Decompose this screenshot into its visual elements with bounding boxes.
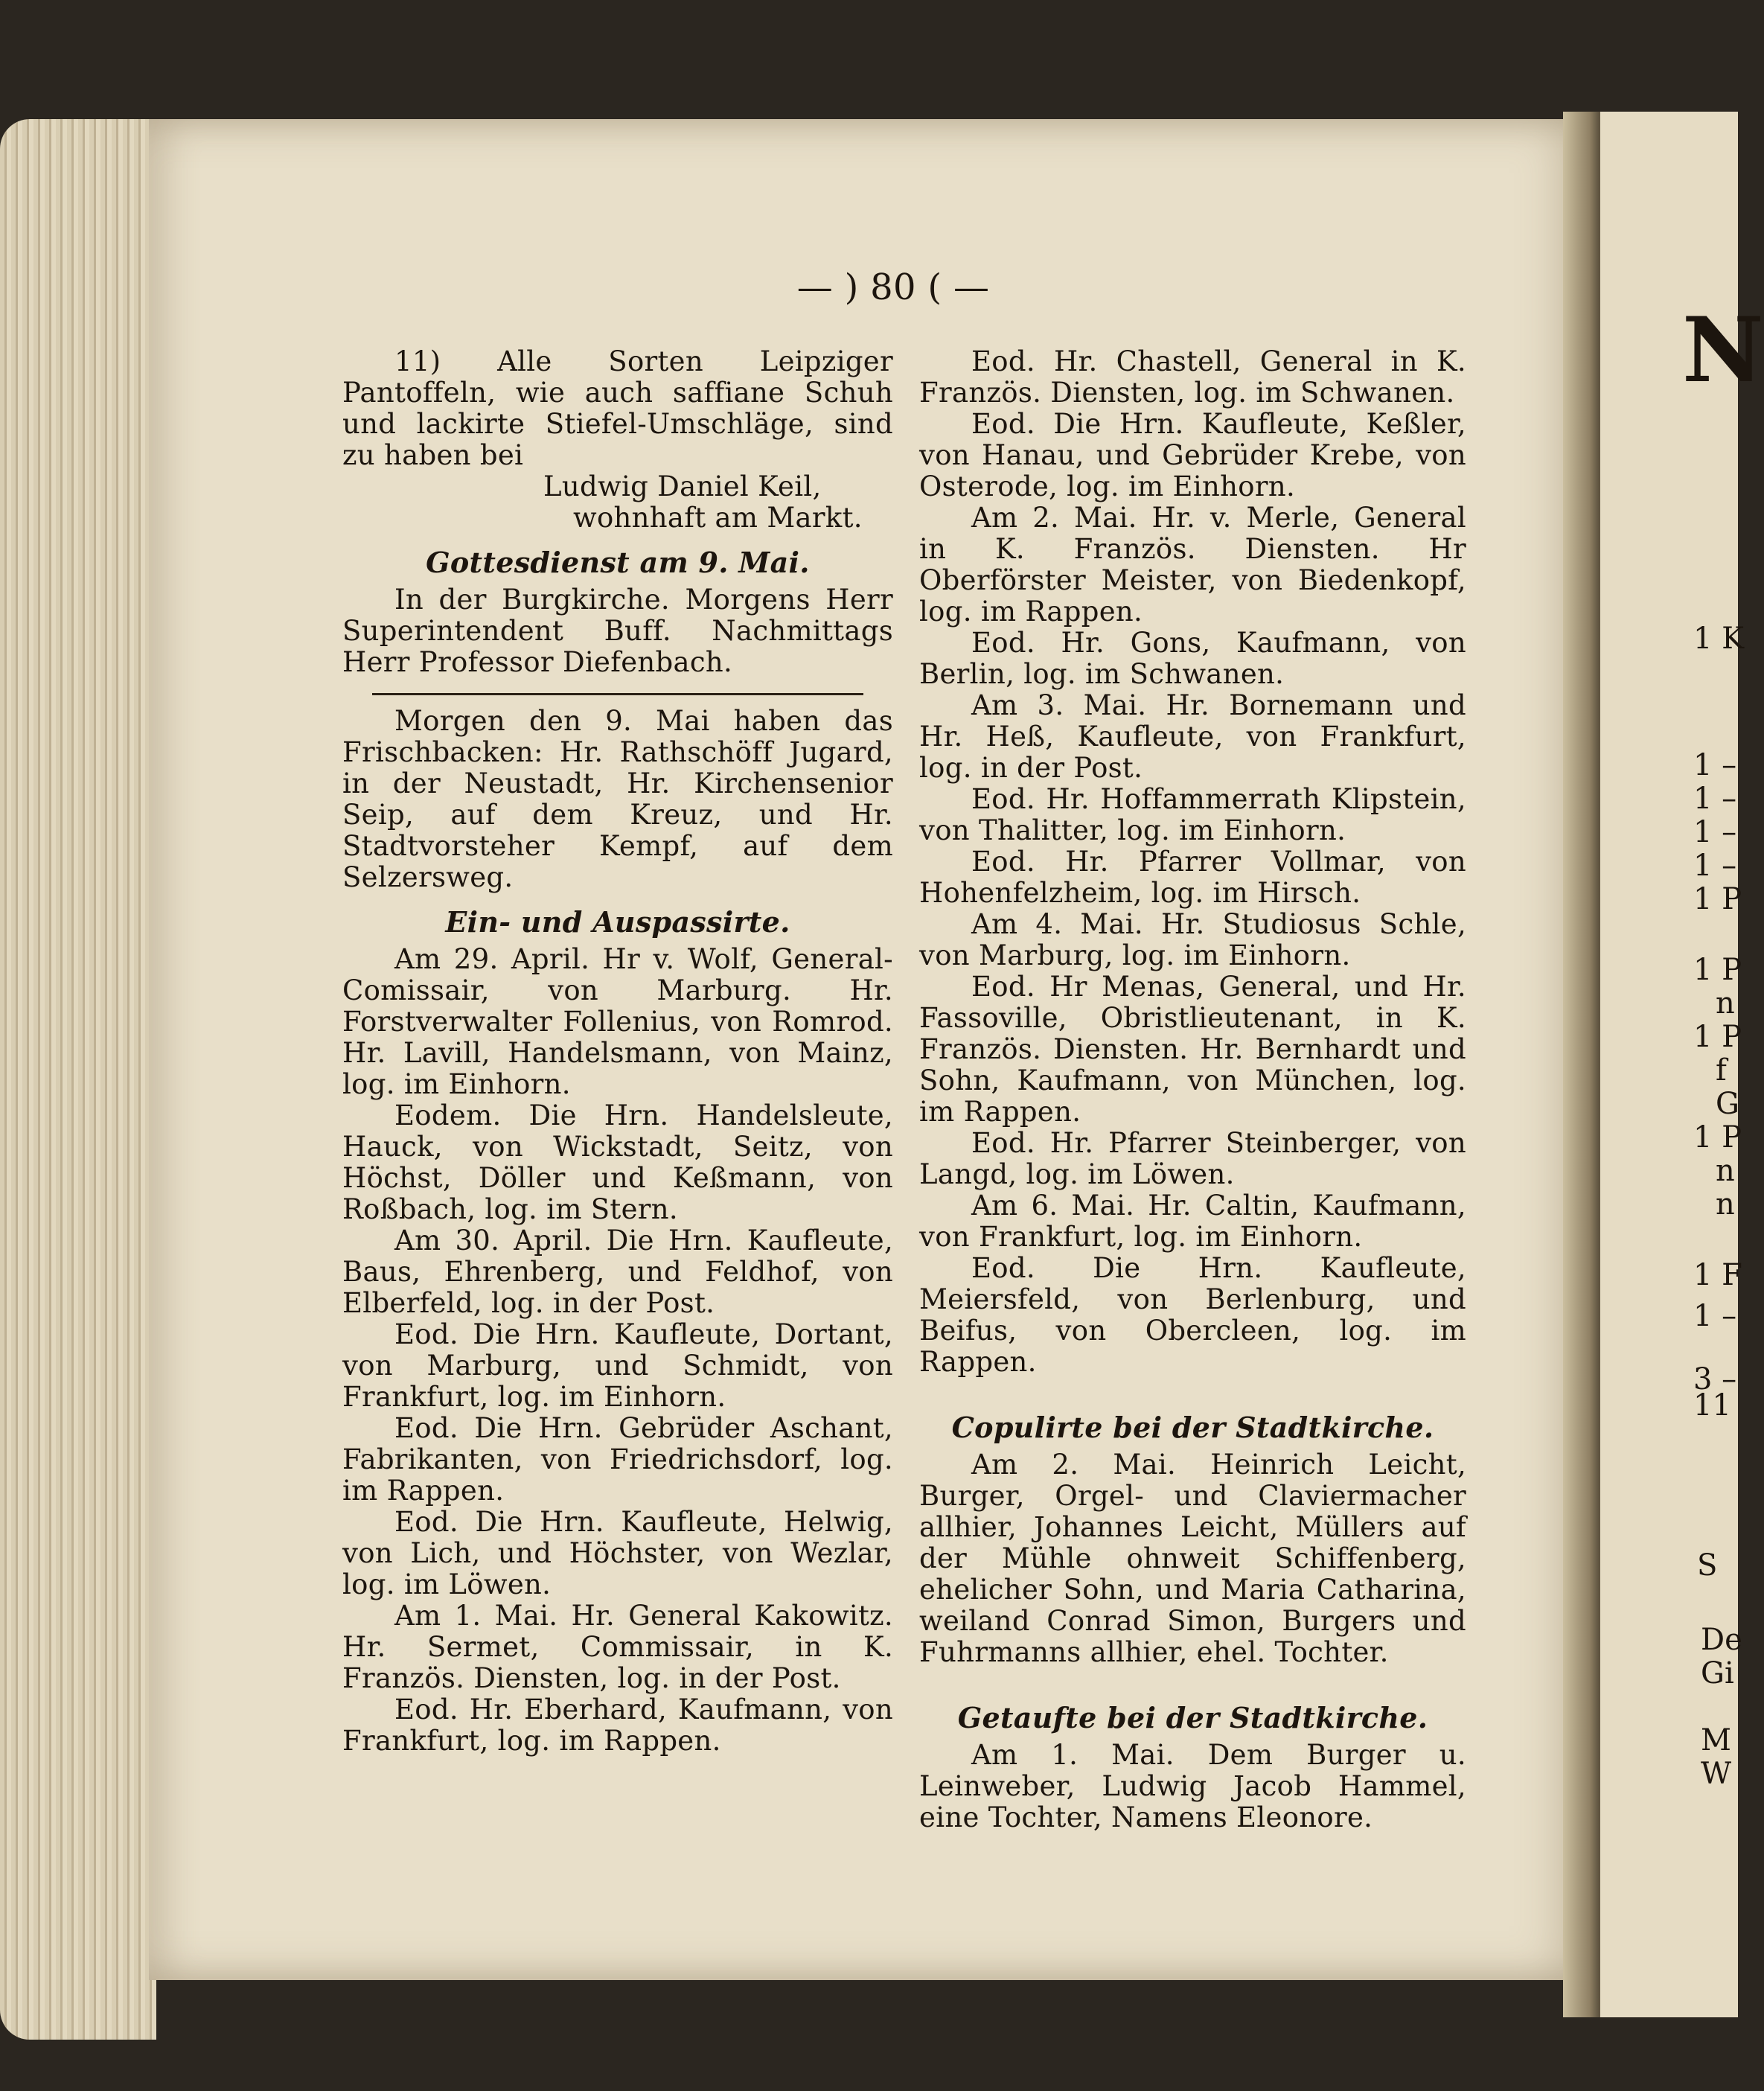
notice-text: 11) Alle Sorten Leipziger Pantoffeln, wie auch saffiane Schuh und lackirte Stiefel-Umschläge, sind zu haben bei [342,345,893,471]
traveller-entry: Am 6. Mai. Hr. Caltin, Kaufmann, von Frankfurt, log. im Einhorn. [919,1190,1466,1253]
next-page-fragment: 1 – [1693,849,1737,883]
traveller-entry: Eod. Hr. Chastell, General in K. Französ. Diensten, log. im Schwanen. [919,345,1466,409]
next-page-fragment: 11 [1693,1388,1731,1423]
next-page-fragment: 1 – [1693,1299,1737,1333]
traveller-entry: Am 2. Mai. Hr. v. Merle, General in K. Französ. Diensten. Hr Oberförster Meister, von Biedenkopf, log. im Rappen. [919,502,1466,628]
traveller-entry: Eod. Die Hrn. Kaufleute, Keßler, von Hanau, und Gebrüder Krebe, von Osterode, log. im Einhorn. [919,408,1466,502]
baptized-text: Am 1. Mai. Dem Burger u. Leinweber, Ludwig Jacob Hammel, eine Tochter, Namens Eleonore. [919,1739,1466,1833]
next-page-fragment: n [1716,1187,1735,1222]
traveller-entry: Am 30. April. Die Hrn. Kaufleute, Baus, Ehrenberg, und Feldhof, von Elberfeld, log. in der Post. [342,1225,893,1319]
traveller-entry: Eod. Hr. Hoffammerrath Klipstein, von Thalitter, log. im Einhorn. [919,783,1466,846]
traveller-entry: Eod. Die Hrn. Kaufleute, Helwig, von Lich, und Höchster, von Wezlar, log. im Löwen. [342,1506,893,1600]
service-heading: Gottesdienst am 9. Mai. [426,546,810,579]
service-text: In der Burgkirche. Morgens Herr Superintendent Buff. Nachmittags Herr Professor Diefenbach. [342,584,893,678]
traveller-entry: Eodem. Die Hrn. Handelsleute, Hauck, von Wickstadt, Seitz, von Höchst, Döller und Keßmann, von Roßbach, log. im Stern. [342,1099,893,1225]
next-page-fragment: 1 K [1693,622,1745,656]
next-page-fragment: M [1701,1723,1731,1758]
traveller-entry: Eod. Hr. Pfarrer Steinberger, von Langd, log. im Löwen. [919,1127,1466,1190]
traveller-entry: Am 1. Mai. Hr. General Kakowitz. Hr. Sermet, Commissair, in K. Französ. Diensten, log. in der Post. [342,1600,893,1694]
married-text: Am 2. Mai. Heinrich Leicht, Burger, Orgel- und Claviermacher allhier, Johannes Leicht, Müllers auf der Mühle ohnweit Schiffenberg, ehelicher Sohn, und Maria Catharina, weiland Conrad Simon, Burgers und Fuhrmanns allhier, ehel. Tochter. [919,1449,1466,1668]
next-page-fragment: 1 P [1693,882,1742,916]
baptized-heading: Getaufte bei der Stadtkirche. [957,1701,1428,1734]
next-page-fragment: 1 – [1693,782,1737,816]
next-page-fragment: G [1716,1087,1739,1121]
traveller-entry: Eod. Hr. Pfarrer Vollmar, von Hohenfelzheim, log. im Hirsch. [919,846,1466,909]
next-page-initial: N [1682,298,1764,403]
next-page-fragment: n [1716,1154,1735,1188]
next-page-fragment: 3 – [1693,1362,1737,1396]
right-column [919,346,1466,1833]
next-page-fragment: Gi [1701,1656,1734,1691]
traveller-entry: Am 29. April. Hr v. Wolf, General-Comissair, von Marburg. Hr. Forstverwalter Follenius, von Romrod. Hr. Lavill, Handelsmann, von Mainz, log. im Einhorn. [342,943,893,1100]
next-page-fragment: 1 P [1693,1020,1742,1054]
traveller-entry: Eod. Hr. Eberhard, Kaufmann, von Frankfurt, log. im Rappen. [342,1693,893,1757]
married-heading: Copulirte bei der Stadtkirche. [951,1411,1434,1444]
travellers-heading: Ein- und Auspassirte. [445,905,790,939]
notice-signer: Ludwig Daniel Keil, [543,470,822,502]
traveller-entry: Eod. Die Hrn. Kaufleute, Meiersfeld, von Berlenburg, und Beifus, von Obercleen, log. im Rappen. [919,1252,1466,1378]
traveller-entry: Eod. Hr Menas, General, und Hr. Fassoville, Obristlieutenant, in K. Französ. Diensten. Hr. Bernhardt und Sohn, Kaufmann, von München, log. im Rappen. [919,971,1466,1128]
next-page-fragment: 1 P [1693,1120,1742,1155]
divider-rule [372,693,863,695]
page-edges [0,119,156,2040]
traveller-entry: Am 4. Mai. Hr. Studiosus Schle, von Marburg, log. im Einhorn. [919,908,1466,971]
next-page-fragment: 1 – [1693,815,1737,849]
next-page-fragment: 1 F [1693,1258,1742,1292]
bakers-text: Morgen den 9. Mai haben das Frischbacken: Hr. Rathschöff Jugard, in der Neustadt, Hr. Kirchensenior Seip, auf dem Kreuz, und Hr. Stadtvorsteher Kempf, auf dem Selzersweg. [342,705,893,893]
next-page-fragment: 1 – [1693,748,1737,782]
next-page-fragment: W [1701,1757,1732,1791]
next-page-fragment: f [1716,1053,1727,1088]
notice-address: wohnhaft am Markt. [573,502,863,534]
left-column [342,346,893,1757]
traveller-entry: Eod. Die Hrn. Gebrüder Aschant, Fabrikanten, von Friedrichsdorf, log. im Rappen. [342,1412,893,1507]
traveller-entry: Eod. Hr. Gons, Kaufmann, von Berlin, log. im Schwanen. [919,627,1466,690]
next-page-fragment: 1 P [1693,953,1742,987]
traveller-entry: Eod. Die Hrn. Kaufleute, Dortant, von Marburg, und Schmidt, von Frankfurt, log. im Einhorn. [342,1318,893,1413]
next-page-fragment: n [1716,986,1735,1021]
traveller-entry: Am 3. Mai. Hr. Bornemann und Hr. Heß, Kaufleute, von Frankfurt, log. in der Post. [919,689,1466,784]
page-number-header: — ) 80 ( — [796,266,990,308]
next-page-fragment: S [1697,1548,1718,1583]
next-page-fragment: De [1701,1623,1742,1657]
